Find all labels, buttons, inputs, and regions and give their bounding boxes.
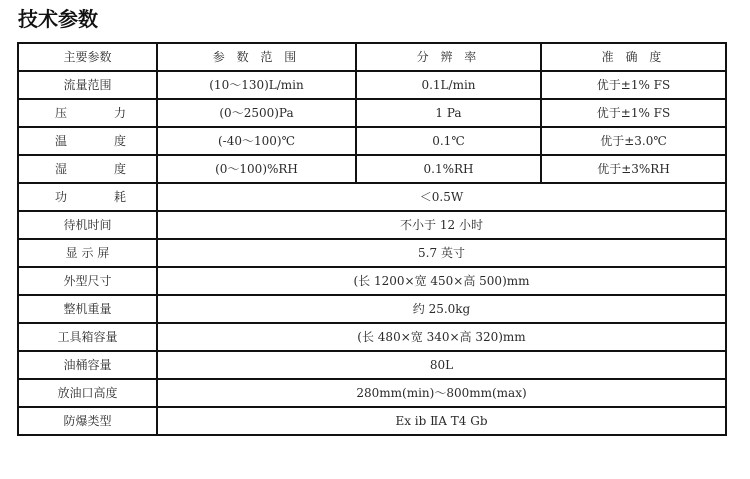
table-row-standby: [18, 211, 726, 239]
param-name: 放油口高度: [18, 379, 157, 407]
param-resolution: 0.1℃: [356, 127, 541, 155]
param-name: [18, 183, 157, 211]
table-row-pressure: [18, 99, 726, 127]
param-name: [18, 155, 157, 183]
param-value: 5.7 英寸: [157, 239, 726, 267]
spec-table: [17, 42, 727, 436]
param-range: (0～2500)Pa: [157, 99, 356, 127]
param-name: 待机时间: [18, 211, 157, 239]
param-value: Ex ib ⅡA T4 Gb: [157, 407, 726, 435]
param-resolution: 0.1L/min: [356, 71, 541, 99]
param-value: ＜0.5W: [157, 183, 726, 211]
param-name: 整机重量: [18, 295, 157, 323]
param-resolution: 1 Pa: [356, 99, 541, 127]
table-row-humidity: [18, 155, 726, 183]
param-name: 油桶容量: [18, 351, 157, 379]
table-row-outlet-height: [18, 379, 726, 407]
table-row-oil-tank: [18, 351, 726, 379]
param-range: (0～100)%RH: [157, 155, 356, 183]
header-range: 参 数 范 围: [157, 43, 356, 71]
table-row-power: [18, 183, 726, 211]
param-range: (10～130)L/min: [157, 71, 356, 99]
table-row-temperature: [18, 127, 726, 155]
param-name-part: 压: [55, 106, 68, 120]
param-value: 80L: [157, 351, 726, 379]
param-name: [18, 127, 157, 155]
table-row-explosion-proof: [18, 407, 726, 435]
param-name: 显 示 屏: [18, 239, 157, 267]
param-name: 流量范围: [18, 71, 157, 99]
param-name-part: 湿: [55, 162, 68, 176]
table-row-dimensions: [18, 267, 726, 295]
param-value: 280mm(min)～800mm(max): [157, 379, 726, 407]
param-accuracy: 优于±1% FS: [541, 71, 726, 99]
table-row-display: [18, 239, 726, 267]
param-name-part: 耗: [113, 190, 126, 204]
param-accuracy: 优于±3.0℃: [541, 127, 726, 155]
param-accuracy: 优于±3%RH: [541, 155, 726, 183]
param-value: 约 25.0kg: [157, 295, 726, 323]
param-accuracy: 优于±1% FS: [541, 99, 726, 127]
param-name-part: 力: [113, 106, 126, 120]
param-range: (-40～100)℃: [157, 127, 356, 155]
param-name-part: 功: [55, 190, 68, 204]
param-name: [18, 99, 157, 127]
param-name: 外型尺寸: [18, 267, 157, 295]
header-accuracy: 准 确 度: [541, 43, 726, 71]
header-parameter: 主要参数: [18, 43, 157, 71]
header-resolution: 分 辨 率: [356, 43, 541, 71]
table-row-weight: [18, 295, 726, 323]
param-value: 不小于 12 小时: [157, 211, 726, 239]
table-header-row: [18, 43, 726, 71]
table-row-flow: [18, 71, 726, 99]
param-name: 工具箱容量: [18, 323, 157, 351]
param-value: (长 1200×宽 450×高 500)mm: [157, 267, 726, 295]
param-name-part: 度: [113, 162, 126, 176]
param-name: 防爆类型: [18, 407, 157, 435]
param-resolution: 0.1%RH: [356, 155, 541, 183]
param-value: (长 480×宽 340×高 320)mm: [157, 323, 726, 351]
param-name-part: 度: [113, 134, 126, 148]
page-title: 技术参数: [18, 7, 98, 31]
table-row-toolbox: [18, 323, 726, 351]
param-name-part: 温: [55, 134, 68, 148]
